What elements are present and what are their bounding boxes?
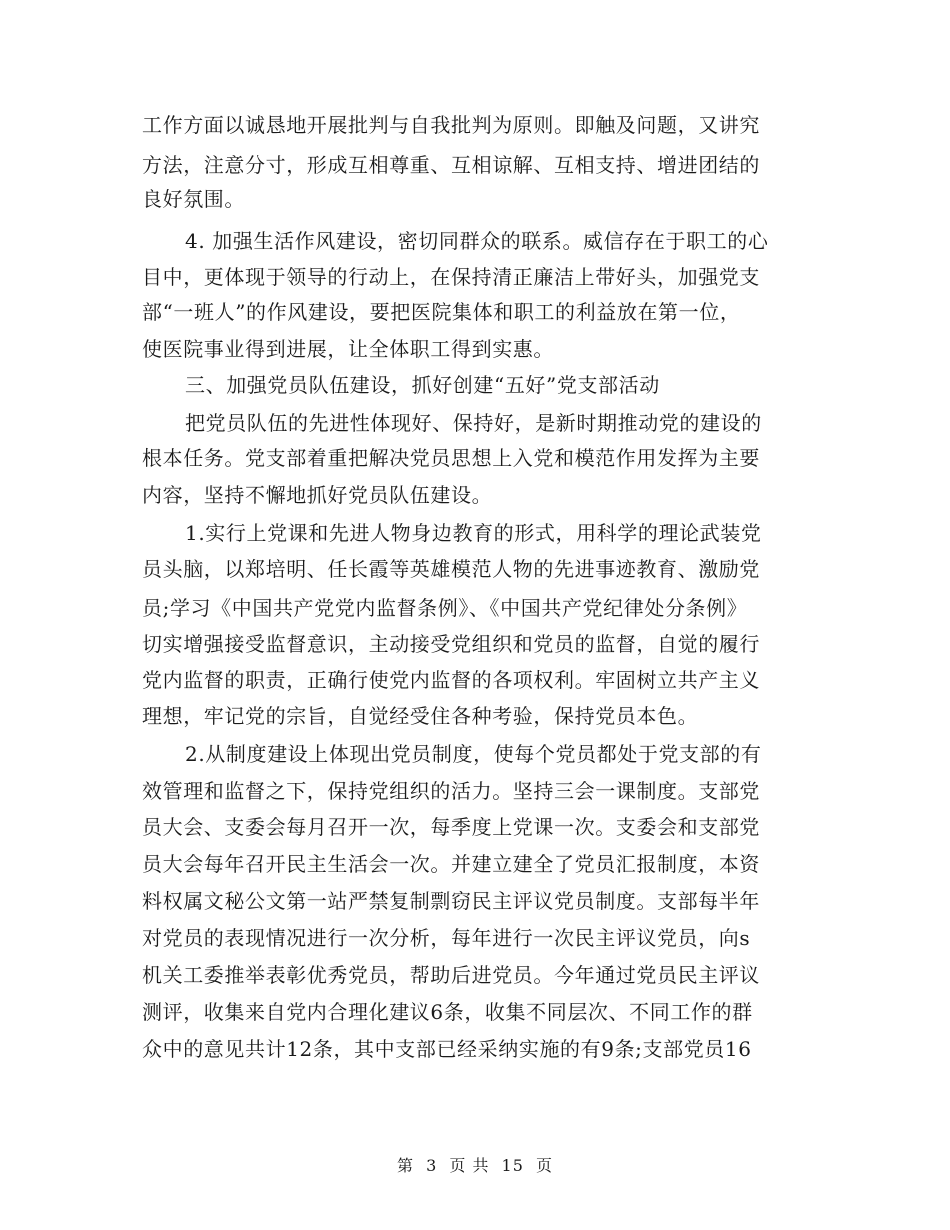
- text-line: 对党员的表现情况进行一次分析，每年进行一次民主评议党员，向s: [142, 926, 751, 950]
- text-line: 员头脑，以郑培明、任长霞等英雄模范人物的先进事迹教育、激励党: [142, 557, 760, 581]
- text-line: 2.从制度建设上体现出党员制度，使每个党员都处于党支部的有: [185, 742, 762, 766]
- text-line: 内容，坚持不懈地抓好党员队伍建设。: [142, 483, 493, 507]
- page-footer: [0, 1156, 950, 1176]
- current-page-number: 3: [426, 1156, 438, 1175]
- text-line: 员;学习《中国共产党党内监督条例》、《中国共产党纪律处分条例》: [142, 596, 748, 620]
- text-line: 4. 加强生活作风建设，密切同群众的联系。威信存在于职工的心: [185, 229, 769, 253]
- text-line: 料权属文秘公文第一站严禁复制剽窃民主评议党员制度。支部每半年: [142, 889, 760, 913]
- text-line: 员大会、支委会每月召开一次，每季度上党课一次。支委会和支部党: [142, 815, 760, 839]
- text-line: 把党员队伍的先进性体现好、保持好，是新时期推动党的建设的: [185, 411, 762, 435]
- text-line: 测评，收集来自党内合理化建议6条，收集不同层次、不同工作的群: [142, 1000, 753, 1024]
- text-line: 工作方面以诚恳地开展批判与自我批判为原则。即触及问题，又讲究: [142, 113, 760, 137]
- text-line: 1.实行上党课和先进人物身边教育的形式，用科学的理论武装党: [185, 521, 762, 545]
- footer-middle: 页 共: [449, 1156, 490, 1175]
- text-line: 众中的意见共计12条，其中支部已经采纳实施的有9条;支部党员16: [142, 1037, 752, 1061]
- total-pages: 15: [501, 1156, 524, 1175]
- text-line: 使医院事业得到进展，让全体职工得到实惠。: [142, 337, 554, 361]
- section-heading: 三、加强党员队伍建设，抓好创建“五好”党支部活动: [185, 373, 660, 397]
- footer-suffix: 页: [536, 1156, 554, 1175]
- text-line: 机关工委推举表彰优秀党员，帮助后进党员。今年通过党员民主评议: [142, 963, 760, 987]
- text-line: 方法，注意分寸，形成互相尊重、互相谅解、互相支持、增进团结的: [142, 153, 760, 177]
- text-line: 员大会每年召开民主生活会一次。并建立建全了党员汇报制度，本资: [142, 852, 760, 876]
- text-line: 效管理和监督之下，保持党组织的活力。坚持三会一课制度。支部党: [142, 779, 760, 803]
- text-line: 目中，更体现于领导的行动上，在保持清正廉洁上带好头，加强党支: [142, 265, 760, 289]
- text-line: 根本任务。党支部着重把解决党员思想上入党和模范作用发挥为主要: [142, 446, 760, 470]
- text-line: 党内监督的职责，正确行使党内监督的各项权利。牢固树立共产主义: [142, 668, 760, 692]
- text-line: 理想，牢记党的宗旨，自觉经受住各种考验，保持党员本色。: [142, 704, 699, 728]
- footer-prefix: 第: [396, 1156, 414, 1175]
- text-line: 部“一班人”的作风建设，要把医院集体和职工的利益放在第一位，: [142, 300, 741, 324]
- text-line: 良好氛围。: [142, 187, 245, 211]
- text-line: 切实增强接受监督意识，主动接受党组织和党员的监督，自觉的履行: [142, 632, 760, 656]
